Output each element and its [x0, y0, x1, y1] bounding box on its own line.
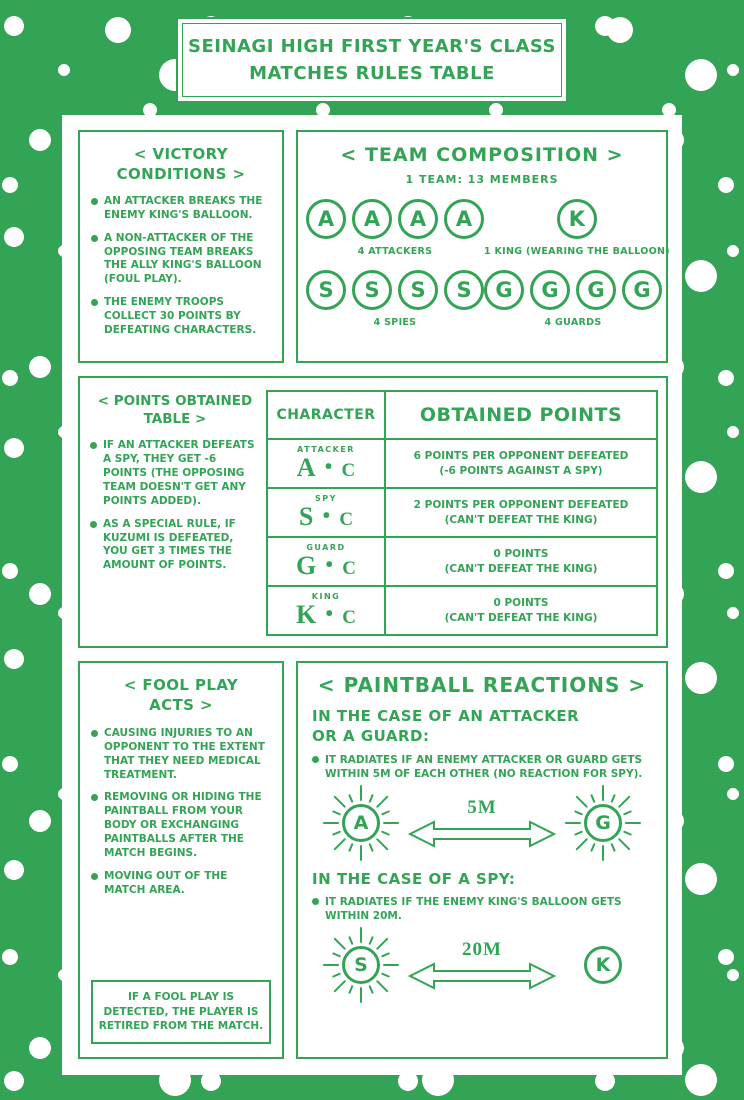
bullet-icon [91, 873, 98, 880]
bullet-icon [91, 299, 98, 306]
character-cell [268, 440, 386, 487]
foul-title-line2: ACTS > [149, 695, 213, 714]
attacker-guard-diagram [312, 785, 652, 861]
title-box [176, 17, 568, 103]
attackers-group [306, 199, 484, 257]
case-attacker-heading-line2: OR A GUARD: [312, 727, 430, 746]
bullet-icon [90, 442, 97, 449]
team-subtitle: 1 TEAM: 13 MEMBERS [405, 173, 559, 186]
bullet-icon [91, 730, 98, 737]
radiating-attacker-badge [323, 785, 399, 861]
attacker-badge-icon: A [352, 199, 392, 239]
double-arrow-icon [407, 961, 557, 991]
spy-king-diagram [312, 927, 652, 1003]
points-list [90, 439, 260, 573]
team-composition-section [296, 130, 668, 363]
foul-title-line1: < FOOL PLAY [123, 676, 239, 694]
guards-coins [484, 270, 662, 310]
king-caption: 1 KING (WEARING THE BALLOON) [484, 246, 670, 257]
radiating-spy-badge [323, 927, 399, 1003]
table-header-character: CHARACTER [268, 392, 386, 438]
distance-label: 5M [467, 796, 497, 818]
points-cell [386, 538, 656, 585]
list-item [91, 870, 271, 898]
character-role: KING [311, 591, 341, 601]
points-title-line1: < POINTS OBTAINED [97, 393, 253, 409]
character-cell [268, 587, 386, 634]
case-attacker-heading-line1: IN THE CASE OF AN ATTACKER [312, 707, 580, 725]
guard-badge-icon: G [484, 270, 524, 310]
spies-group [306, 270, 484, 328]
victory-list [91, 195, 271, 338]
spy-badge-icon: S [444, 270, 484, 310]
character-role: SPY [315, 493, 337, 503]
list-item [91, 195, 271, 223]
fool-play-section [78, 661, 284, 1059]
case-spy-heading: IN THE CASE OF A SPY: [312, 869, 516, 888]
points-line1: 6 POINTS PER OPPONENT DEFEATED [413, 449, 629, 462]
character-symbol: A・C [296, 452, 356, 482]
bullet-icon [312, 898, 319, 905]
victory-title-line2: CONDITIONS > [116, 164, 246, 183]
victory-title [91, 145, 271, 184]
spy-badge-icon: S [352, 270, 392, 310]
team-title: < TEAM COMPOSITION > [340, 144, 624, 166]
distance-arrow [407, 797, 557, 849]
distance-label: 20M [462, 939, 502, 961]
bullet-icon [91, 235, 98, 242]
character-cell [268, 538, 386, 585]
character-role: ATTACKER [297, 444, 355, 454]
case-attacker-heading [312, 706, 652, 747]
list-item-text: A NON-ATTACKER OF THE OPPOSING TEAM BREAKS THE ALLY KING'S BALLOON (FOUL PLAY). [104, 231, 262, 286]
points-title [90, 392, 260, 428]
list-item-text: IT RADIATES IF AN ENEMY ATTACKER OR GUARD GETS WITHIN 5M OF EACH OTHER (NO REACTION FOR SPY). [325, 753, 643, 780]
character-symbol: S・C [298, 501, 354, 531]
king-badge-icon: K [584, 946, 622, 984]
king-group [484, 199, 670, 257]
bullet-icon [90, 521, 97, 528]
bullet-icon [91, 198, 98, 205]
case-spy-bullet [312, 895, 652, 923]
case-attacker-bullet [312, 753, 652, 781]
points-title-line2: TABLE > [143, 411, 207, 428]
list-item-text: AS A SPECIAL RULE, IF KUZUMI IS DEFEATED, YOU GET 3 TIMES THE AMOUNT OF POINTS. [103, 517, 236, 572]
list-item [91, 296, 271, 338]
table-row-attacker [268, 438, 656, 487]
radiating-guard-badge [565, 785, 641, 861]
points-cell [386, 489, 656, 536]
points-cell [386, 587, 656, 634]
points-table [266, 390, 658, 636]
list-item [90, 439, 260, 508]
list-item-text: IT RADIATES IF THE ENEMY KING'S BALLOON GETS WITHIN 20M. [325, 896, 622, 923]
attacker-badge-icon: A [306, 199, 346, 239]
points-line2: (CAN'T DEFEAT THE KING) [444, 513, 598, 526]
list-item [91, 791, 271, 860]
table-row-king [268, 585, 656, 634]
list-item-text: MOVING OUT OF THE MATCH AREA. [104, 869, 228, 896]
character-role: GUARD [306, 542, 346, 552]
king-badge-icon: K [557, 199, 597, 239]
king-coins [557, 199, 597, 239]
foul-note: IF A FOOL PLAY IS DETECTED, THE PLAYER IS RETIRED FROM THE MATCH. [91, 980, 271, 1044]
points-cell [386, 440, 656, 487]
list-item-text: IF AN ATTACKER DEFEATS A SPY, THEY GET -6 POINTS (THE OPPOSING TEAM DOESN'T GET ANY POINTS ADDED). [103, 439, 255, 507]
guard-badge-icon: G [584, 804, 622, 842]
list-item-text: THE ENEMY TROOPS COLLECT 30 POINTS BY DEFEATING CHARACTERS. [104, 296, 257, 336]
character-cell [268, 489, 386, 536]
spies-coins [306, 270, 484, 310]
distance-arrow [407, 939, 557, 991]
table-row-spy [268, 487, 656, 536]
list-item [91, 727, 271, 782]
team-row-1 [306, 199, 670, 257]
points-obtained-section [78, 376, 668, 648]
page-title-line2: MATCHES RULES TABLE [249, 63, 495, 84]
victory-title-line1: < VICTORY [133, 145, 229, 163]
title-box-inner [182, 23, 562, 97]
points-line1: 0 POINTS [493, 547, 549, 560]
bullet-icon [312, 756, 319, 763]
points-line2: (CAN'T DEFEAT THE KING) [444, 611, 598, 624]
points-line2: (-6 POINTS AGAINST A SPY) [439, 464, 603, 477]
list-item-text: AN ATTACKER BREAKS THE ENEMY KING'S BALLOON. [104, 195, 263, 221]
spy-badge-icon: S [306, 270, 346, 310]
table-header-points: OBTAINED POINTS [419, 404, 623, 426]
attacker-badge-icon: A [398, 199, 438, 239]
table-row-guard [268, 536, 656, 585]
foul-list [91, 727, 271, 897]
main-panel [62, 115, 682, 1075]
list-item [91, 232, 271, 287]
spy-badge-icon: S [398, 270, 438, 310]
points-left-column [90, 392, 260, 573]
points-line1: 2 POINTS PER OPPONENT DEFEATED [413, 498, 629, 511]
attackers-coins [306, 199, 484, 239]
points-line2: (CAN'T DEFEAT THE KING) [444, 562, 598, 575]
paintball-title: < PAINTBALL REACTIONS > [317, 673, 647, 697]
attackers-caption: 4 ATTACKERS [357, 246, 433, 257]
attacker-badge-icon: A [342, 804, 380, 842]
page-title-line1: SEINAGI HIGH FIRST YEAR'S CLASS [187, 36, 556, 57]
spy-badge-icon: S [342, 946, 380, 984]
list-item [90, 518, 260, 573]
king-badge-wrap [565, 927, 641, 1003]
guard-badge-icon: G [576, 270, 616, 310]
guards-caption: 4 GUARDS [544, 317, 602, 328]
double-arrow-icon [407, 819, 557, 849]
attacker-badge-icon: A [444, 199, 484, 239]
spies-caption: 4 SPIES [373, 317, 417, 328]
foul-title [91, 676, 271, 715]
bullet-icon [91, 794, 98, 801]
team-row-2 [306, 270, 658, 328]
paintball-reactions-section [296, 661, 668, 1059]
victory-conditions-section [78, 130, 284, 363]
guards-group [484, 270, 662, 328]
character-symbol: K・C [296, 599, 356, 629]
points-line1: 0 POINTS [493, 596, 549, 609]
list-item-text: REMOVING OR HIDING THE PAINTBALL FROM YOUR BODY OR EXCHANGING PAINTBALLS AFTER THE MATCH BEGINS. [104, 791, 262, 859]
character-symbol: G・C [296, 550, 356, 580]
guard-badge-icon: G [530, 270, 570, 310]
points-table-header [268, 392, 656, 438]
list-item-text: CAUSING INJURIES TO AN OPPONENT TO THE EXTENT THAT THEY NEED MEDICAL TREATMENT. [104, 727, 265, 781]
guard-badge-icon: G [622, 270, 662, 310]
